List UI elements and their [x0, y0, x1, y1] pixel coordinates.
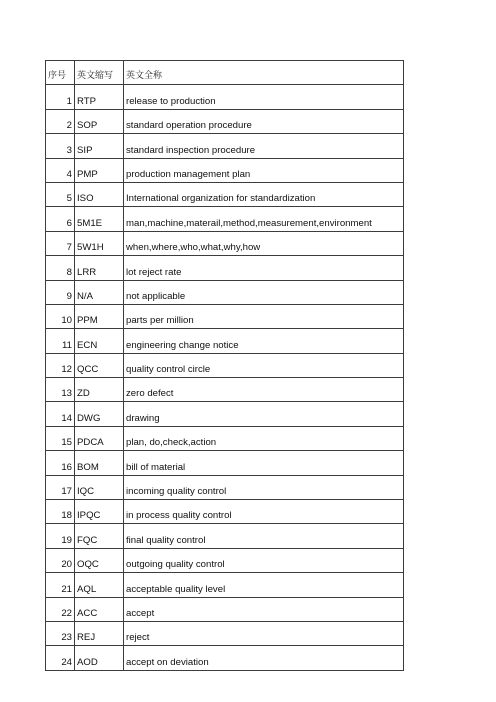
row-number: 12 [46, 353, 75, 377]
row-full-name: reject [124, 621, 404, 645]
row-abbreviation: QCC [75, 353, 124, 377]
row-abbreviation: PDCA [75, 426, 124, 450]
row-abbreviation: REJ [75, 621, 124, 645]
table-row [46, 646, 404, 670]
row-abbreviation: LRR [75, 256, 124, 280]
row-abbreviation: N/A [75, 280, 124, 304]
row-full-name: acceptable quality level [124, 573, 404, 597]
row-number: 9 [46, 280, 75, 304]
header-full: 英文全称 [124, 61, 404, 85]
table-row [46, 451, 404, 475]
row-abbreviation: ZD [75, 378, 124, 402]
row-abbreviation: 5M1E [75, 207, 124, 231]
row-number: 4 [46, 158, 75, 182]
table-row [46, 207, 404, 231]
row-number: 5 [46, 182, 75, 206]
row-number: 11 [46, 329, 75, 353]
row-number: 18 [46, 500, 75, 524]
row-number: 24 [46, 646, 75, 670]
row-full-name: when,where,who,what,why,how [124, 231, 404, 255]
abbreviation-table [45, 60, 404, 671]
row-full-name: plan, do,check,action [124, 426, 404, 450]
row-number: 10 [46, 304, 75, 328]
table-row [46, 109, 404, 133]
row-number: 22 [46, 597, 75, 621]
table-body [46, 61, 404, 671]
row-abbreviation: SOP [75, 109, 124, 133]
row-full-name: lot reject rate [124, 256, 404, 280]
table-row [46, 621, 404, 645]
row-number: 19 [46, 524, 75, 548]
row-abbreviation: AQL [75, 573, 124, 597]
row-full-name: accept [124, 597, 404, 621]
row-abbreviation: OQC [75, 548, 124, 572]
header-no: 序号 [46, 61, 75, 85]
table-row [46, 597, 404, 621]
row-abbreviation: BOM [75, 451, 124, 475]
table-row [46, 353, 404, 377]
table-row [46, 524, 404, 548]
table-row [46, 134, 404, 158]
row-full-name: drawing [124, 402, 404, 426]
row-number: 13 [46, 378, 75, 402]
row-number: 8 [46, 256, 75, 280]
row-full-name: outgoing quality control [124, 548, 404, 572]
row-full-name: release to production [124, 85, 404, 109]
row-number: 21 [46, 573, 75, 597]
row-number: 1 [46, 85, 75, 109]
row-full-name: bill of material [124, 451, 404, 475]
table-row [46, 85, 404, 109]
row-full-name: accept on deviation [124, 646, 404, 670]
table-row [46, 573, 404, 597]
row-abbreviation: ISO [75, 182, 124, 206]
row-number: 3 [46, 134, 75, 158]
table-row [46, 256, 404, 280]
table-row [46, 402, 404, 426]
row-number: 15 [46, 426, 75, 450]
table-row [46, 280, 404, 304]
table-row [46, 500, 404, 524]
table-row [46, 329, 404, 353]
row-number: 16 [46, 451, 75, 475]
row-full-name: quality control circle [124, 353, 404, 377]
row-full-name: standard inspection procedure [124, 134, 404, 158]
row-number: 14 [46, 402, 75, 426]
table-row [46, 182, 404, 206]
table-row [46, 378, 404, 402]
row-abbreviation: IPQC [75, 500, 124, 524]
table-header-row [46, 61, 404, 85]
table-row [46, 304, 404, 328]
row-abbreviation: IQC [75, 475, 124, 499]
header-abbr: 英文缩写 [75, 61, 124, 85]
row-abbreviation: DWG [75, 402, 124, 426]
table-row [46, 548, 404, 572]
row-full-name: man,machine,materail,method,measurement,environment [124, 207, 404, 231]
row-abbreviation: PMP [75, 158, 124, 182]
row-number: 6 [46, 207, 75, 231]
row-number: 23 [46, 621, 75, 645]
row-number: 2 [46, 109, 75, 133]
table-row [46, 475, 404, 499]
table-row [46, 158, 404, 182]
row-full-name: International organization for standardization [124, 182, 404, 206]
row-abbreviation: ACC [75, 597, 124, 621]
row-number: 7 [46, 231, 75, 255]
row-abbreviation: SIP [75, 134, 124, 158]
row-abbreviation: ECN [75, 329, 124, 353]
row-full-name: production management plan [124, 158, 404, 182]
row-full-name: in process quality control [124, 500, 404, 524]
row-abbreviation: FQC [75, 524, 124, 548]
row-abbreviation: RTP [75, 85, 124, 109]
row-full-name: standard operation procedure [124, 109, 404, 133]
row-full-name: incoming quality control [124, 475, 404, 499]
row-full-name: parts per million [124, 304, 404, 328]
row-number: 17 [46, 475, 75, 499]
row-abbreviation: AOD [75, 646, 124, 670]
row-number: 20 [46, 548, 75, 572]
row-abbreviation: 5W1H [75, 231, 124, 255]
table-row [46, 231, 404, 255]
row-full-name: final quality control [124, 524, 404, 548]
row-abbreviation: PPM [75, 304, 124, 328]
row-full-name: zero defect [124, 378, 404, 402]
row-full-name: engineering change notice [124, 329, 404, 353]
row-full-name: not applicable [124, 280, 404, 304]
table-row [46, 426, 404, 450]
